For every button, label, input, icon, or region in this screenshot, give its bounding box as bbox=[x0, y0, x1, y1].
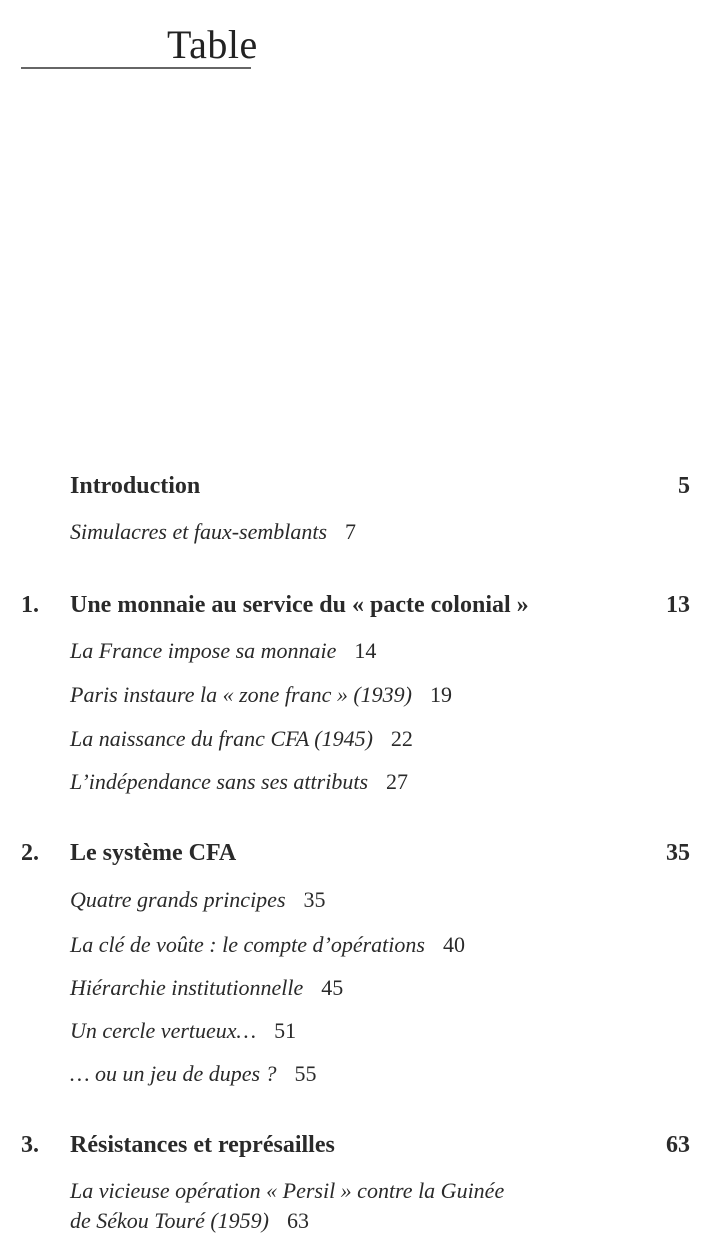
subsection-title: Un cercle vertueux… bbox=[70, 1018, 257, 1043]
toc-subsection[interactable] bbox=[70, 1176, 504, 1236]
subsection-title: La France impose sa monnaie bbox=[70, 638, 337, 663]
subsection-page: 22 bbox=[390, 726, 413, 751]
subsection-page: 27 bbox=[386, 769, 408, 794]
toc-subsection[interactable] bbox=[70, 767, 408, 797]
toc-subsection[interactable] bbox=[70, 1059, 317, 1089]
toc-subsection[interactable] bbox=[70, 885, 326, 915]
chapter-number: 3. bbox=[21, 1132, 39, 1158]
subsection-title-line1: La vicieuse opération « Persil » contre la Guinée bbox=[70, 1178, 505, 1203]
chapter-title: Résistances et représailles bbox=[70, 1132, 335, 1158]
subsection-page: 7 bbox=[345, 519, 357, 544]
chapter-title: Une monnaie au service du « pacte colonial » bbox=[70, 592, 529, 618]
chapter-page: 5 bbox=[678, 473, 690, 499]
chapter-title: Le système CFA bbox=[70, 840, 237, 866]
chapter-page: 35 bbox=[666, 840, 690, 866]
toc-chapter-introduction[interactable] bbox=[0, 471, 717, 501]
subsection-title: Simulacres et faux-semblants bbox=[70, 519, 328, 544]
subsection-page: 45 bbox=[321, 975, 344, 1000]
toc-subsection[interactable] bbox=[70, 636, 376, 666]
chapter-number: 1. bbox=[21, 592, 39, 618]
toc-subsection[interactable] bbox=[70, 724, 413, 754]
chapter-number: 2. bbox=[21, 840, 39, 866]
toc-subsection[interactable] bbox=[70, 930, 465, 960]
toc-chapter-1[interactable] bbox=[0, 590, 717, 620]
toc-chapter-3[interactable] bbox=[0, 1130, 717, 1160]
subsection-page: 35 bbox=[303, 887, 326, 912]
title-underline bbox=[21, 67, 251, 69]
chapter-page: 63 bbox=[666, 1132, 690, 1158]
toc-chapter-2[interactable] bbox=[0, 838, 717, 868]
subsection-title: Paris instaure la « zone franc » (1939) bbox=[70, 682, 412, 707]
subsection-title: La clé de voûte : le compte d’opérations bbox=[70, 932, 425, 957]
toc-subsection[interactable] bbox=[70, 680, 452, 710]
page-title: Table bbox=[167, 22, 258, 67]
subsection-page: 40 bbox=[442, 932, 465, 957]
subsection-page: 51 bbox=[274, 1018, 297, 1043]
subsection-page: 14 bbox=[354, 638, 377, 663]
toc-subsection[interactable] bbox=[70, 1016, 296, 1046]
subsection-page: 55 bbox=[294, 1061, 317, 1086]
chapter-page: 13 bbox=[666, 592, 690, 618]
toc-subsection[interactable] bbox=[70, 517, 356, 547]
toc-subsection[interactable] bbox=[70, 973, 343, 1003]
subsection-page: 19 bbox=[430, 682, 452, 707]
subsection-title: L’indépendance sans ses attributs bbox=[70, 769, 368, 794]
subsection-title: … ou un jeu de dupes ? bbox=[70, 1061, 277, 1086]
chapter-title: Introduction bbox=[70, 473, 201, 499]
subsection-title-line2: de Sékou Touré (1959) bbox=[70, 1208, 269, 1233]
subsection-page: 63 bbox=[287, 1208, 309, 1233]
subsection-title: La naissance du franc CFA (1945) bbox=[70, 726, 373, 751]
subsection-title: Quatre grands principes bbox=[70, 887, 286, 912]
subsection-title: Hiérarchie institutionnelle bbox=[70, 975, 304, 1000]
